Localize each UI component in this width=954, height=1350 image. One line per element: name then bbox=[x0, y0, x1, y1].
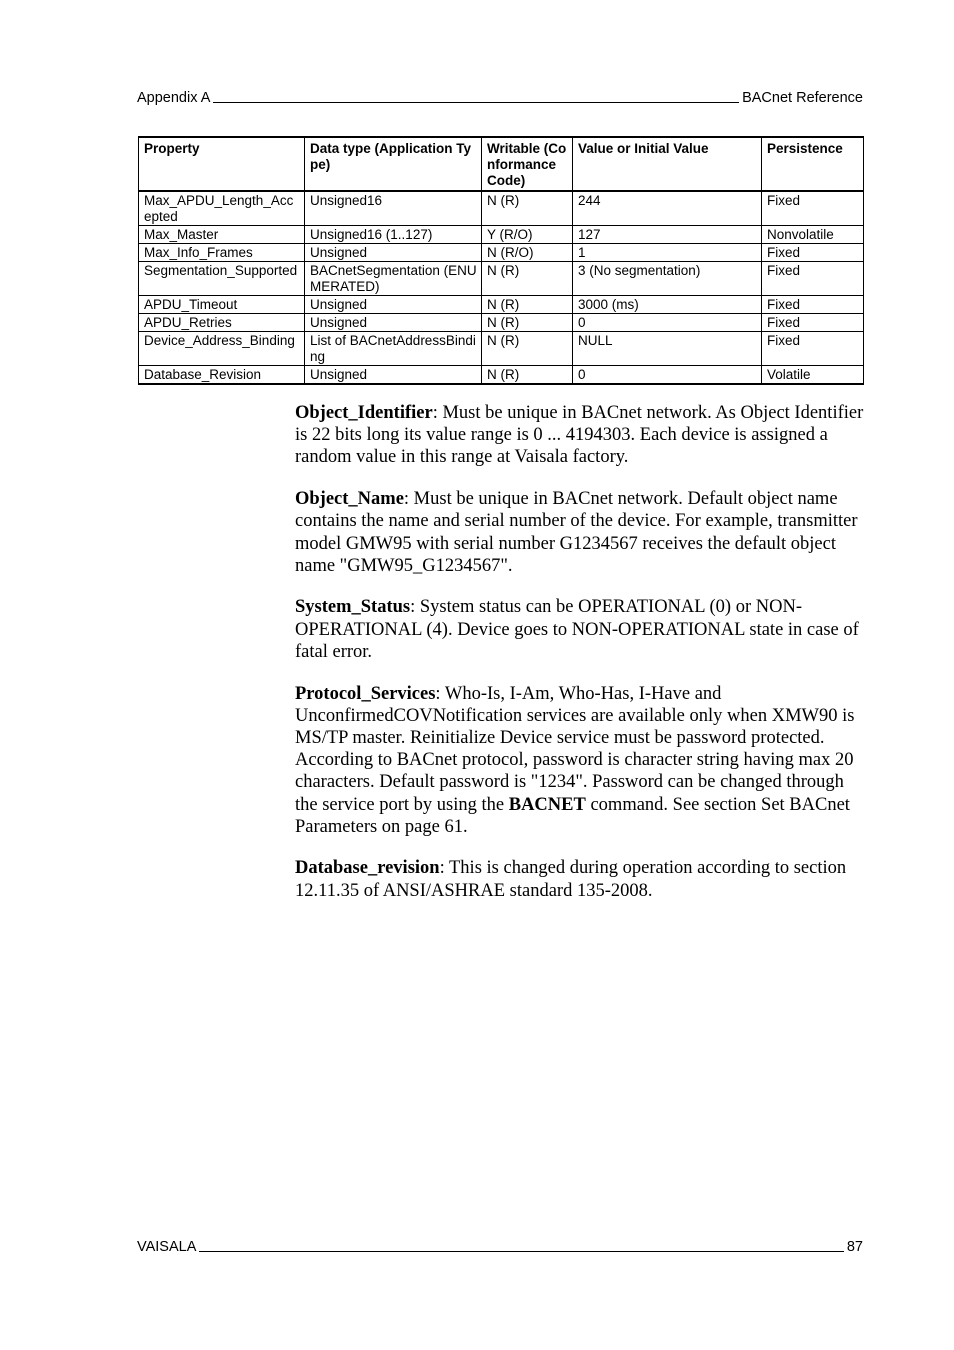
cell-property: APDU_Retries bbox=[139, 314, 305, 332]
page-number: 87 bbox=[846, 1239, 863, 1255]
cell-value: 0 bbox=[573, 314, 762, 332]
page-header bbox=[137, 90, 863, 106]
cell-data-type: List of BACnetAddressBinding bbox=[305, 332, 482, 366]
header-title: BACnet Reference bbox=[742, 90, 863, 106]
cell-property: Max_APDU_Length_Accepted bbox=[139, 191, 305, 226]
cell-property: APDU_Timeout bbox=[139, 296, 305, 314]
cell-value: 1 bbox=[573, 244, 762, 262]
footer-company: VAISALA bbox=[137, 1239, 197, 1255]
description-text: : Who-Is, I-Am, Who-Has, I-Have and UnconfirmedCOVNotification services are available only when XMW90 is MS/TP master. Reinitialize Device service must be password protected. According to BACnet protocol, password is character string having max 20 characters. Default password is "1234". Password can be changed through the service port by using the bbox=[295, 683, 855, 815]
description-text: : System status can be OPERATIONAL (0) or NON-OPERATIONAL (4). Device goes to NON-OPERATIONAL state in case of fatal error. bbox=[295, 597, 859, 662]
cell-writable: N (R/O) bbox=[482, 244, 573, 262]
cell-writable: N (R) bbox=[482, 366, 573, 385]
cell-persistence: Fixed bbox=[762, 244, 864, 262]
table-row bbox=[139, 332, 864, 366]
cell-value: 244 bbox=[573, 191, 762, 226]
term-database-revision: Database_revision bbox=[295, 858, 440, 879]
term-protocol-services: Protocol_Services bbox=[295, 683, 436, 704]
cell-value: 3 (No segmentation) bbox=[573, 262, 762, 296]
cell-value: 127 bbox=[573, 226, 762, 244]
cell-persistence: Fixed bbox=[762, 314, 864, 332]
cell-data-type: Unsigned bbox=[305, 314, 482, 332]
table-row bbox=[139, 226, 864, 244]
description-text: : Must be unique in BACnet network. As Object Identifier is 22 bits long its value range is 0 ... 4194303. Each device is assigned a random value in this range at Vaisala factory. bbox=[295, 403, 864, 468]
header-section-label: Appendix A bbox=[137, 90, 211, 106]
cell-persistence: Fixed bbox=[762, 332, 864, 366]
cell-writable: N (R) bbox=[482, 296, 573, 314]
table-row bbox=[139, 296, 864, 314]
term-system-status: System_Status bbox=[295, 597, 411, 618]
cell-value: 0 bbox=[573, 366, 762, 385]
cell-persistence: Fixed bbox=[762, 262, 864, 296]
description-text: : Must be unique in BACnet network. Default object name contains the name and serial number of the device. For example, transmitter model GMW95 with serial number G1234567 receives the default object name "GMW95_G1234567". bbox=[295, 489, 858, 576]
column-header-data-type: Data type (Application Type) bbox=[305, 137, 482, 191]
cell-data-type: Unsigned bbox=[305, 366, 482, 385]
cell-persistence: Fixed bbox=[762, 296, 864, 314]
table-header-row bbox=[139, 137, 864, 191]
description-text: command. See section Set BACnet Parameters on page 61. bbox=[295, 794, 850, 837]
paragraph-system-status bbox=[295, 596, 865, 663]
table-row bbox=[139, 366, 864, 385]
cell-property: Database_Revision bbox=[139, 366, 305, 385]
column-header-persistence: Persistence bbox=[762, 137, 864, 191]
property-descriptions bbox=[295, 402, 865, 921]
cell-data-type: Unsigned16 bbox=[305, 191, 482, 226]
cell-persistence: Fixed bbox=[762, 191, 864, 226]
cell-value: 3000 (ms) bbox=[573, 296, 762, 314]
table-row bbox=[139, 262, 864, 296]
cell-writable: N (R) bbox=[482, 262, 573, 296]
cell-writable: N (R) bbox=[482, 314, 573, 332]
header-rule bbox=[213, 101, 739, 103]
properties-table bbox=[138, 136, 864, 385]
cell-property: Max_Master bbox=[139, 226, 305, 244]
table-row bbox=[139, 244, 864, 262]
page-footer bbox=[137, 1239, 863, 1255]
cell-value: NULL bbox=[573, 332, 762, 366]
cell-data-type: BACnetSegmentation (ENUMERATED) bbox=[305, 262, 482, 296]
cell-writable: N (R) bbox=[482, 191, 573, 226]
column-header-property: Property bbox=[139, 137, 305, 191]
footer-rule bbox=[199, 1250, 843, 1252]
cell-property: Max_Info_Frames bbox=[139, 244, 305, 262]
description-text: : This is changed during operation according to section 12.11.35 of ANSI/ASHRAE standard 135-2008. bbox=[295, 858, 847, 901]
term-object-name: Object_Name bbox=[295, 489, 404, 510]
command-name: BACNET bbox=[508, 794, 586, 815]
cell-property: Segmentation_Supported bbox=[139, 262, 305, 296]
cell-data-type: Unsigned bbox=[305, 244, 482, 262]
table-row bbox=[139, 314, 864, 332]
cell-property: Device_Address_Binding bbox=[139, 332, 305, 366]
cell-data-type: Unsigned bbox=[305, 296, 482, 314]
cell-persistence: Nonvolatile bbox=[762, 226, 864, 244]
cell-writable: Y (R/O) bbox=[482, 226, 573, 244]
cell-writable: N (R) bbox=[482, 332, 573, 366]
paragraph-object-identifier bbox=[295, 402, 865, 469]
table-row bbox=[139, 191, 864, 226]
term-object-identifier: Object_Identifier bbox=[295, 403, 433, 423]
cell-data-type: Unsigned16 (1..127) bbox=[305, 226, 482, 244]
column-header-writable: Writable (Conformance Code) bbox=[482, 137, 573, 191]
column-header-value: Value or Initial Value bbox=[573, 137, 762, 191]
paragraph-object-name bbox=[295, 488, 865, 577]
paragraph-database-revision bbox=[295, 857, 865, 901]
cell-persistence: Volatile bbox=[762, 366, 864, 385]
paragraph-protocol-services bbox=[295, 683, 865, 838]
